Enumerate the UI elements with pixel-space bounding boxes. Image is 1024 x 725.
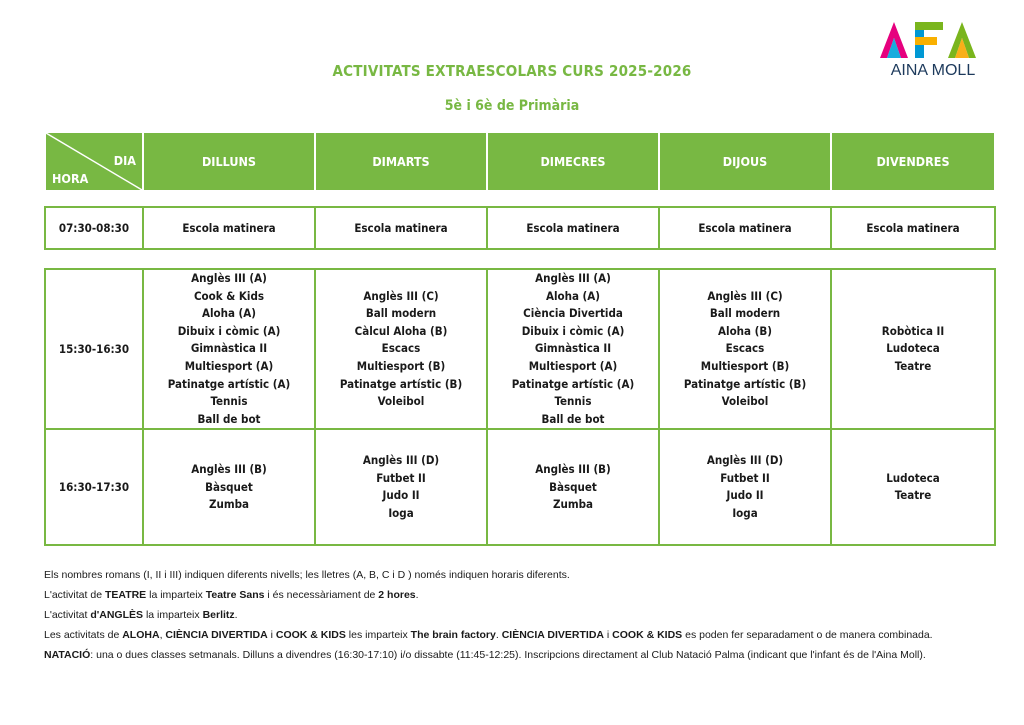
- day-header-monday: DILLUNS: [143, 132, 315, 191]
- activity-cell: Escola matinera: [831, 207, 995, 249]
- table-row: [45, 207, 995, 249]
- activity-line: Ioga: [732, 505, 758, 520]
- page-title: ACTIVITATS EXTRAESCOLARS CURS 2025-2026: [332, 62, 692, 80]
- activity-line: Ball de bot: [541, 411, 605, 426]
- activity-line: Anglès III (C): [707, 288, 783, 303]
- day-header-tuesday: DIMARTS: [315, 132, 487, 191]
- activity-cell: [487, 429, 659, 545]
- table-row: [45, 269, 995, 429]
- activity-line: Judo II: [382, 488, 420, 503]
- activity-cell: Escola matinera: [143, 207, 315, 249]
- morning-table: [44, 206, 996, 250]
- afternoon-table: [44, 268, 996, 546]
- activity-cell: [143, 429, 315, 545]
- activity-line: Voleibol: [721, 394, 769, 409]
- activity-line: Bàsquet: [205, 479, 253, 494]
- note-english: L'activitat d'ANGLÈS la imparteix Berlitz.: [44, 609, 238, 621]
- corner-hour-label: HORA: [52, 171, 89, 186]
- activity-line: Multiesport (B): [700, 358, 790, 373]
- logo-text: AINA MOLL: [890, 62, 976, 79]
- activity-line: Anglès III (A): [535, 271, 611, 285]
- corner-day-label: DIA: [113, 153, 136, 168]
- page-subtitle: 5è i 6è de Primària: [444, 98, 580, 114]
- activity-line: Tennis: [210, 394, 248, 409]
- activity-cell: [487, 269, 659, 429]
- notes-section: [44, 565, 933, 665]
- activity-line: Anglès III (B): [191, 461, 267, 476]
- note-theatre: L'activitat de TEATRE la imparteix Teatre Sans i és necessàriament de 2 hores.: [44, 589, 419, 601]
- activity-line: Ioga: [388, 505, 414, 520]
- activity-cell: Escola matinera: [659, 207, 831, 249]
- activity-cell: [831, 269, 995, 429]
- activity-line: Ball de bot: [197, 411, 261, 426]
- activity-line: Zumba: [552, 497, 594, 512]
- time-cell: 15:30-16:30: [45, 269, 143, 429]
- activity-line: Aloha (B): [718, 323, 772, 338]
- note-swimming: NATACIÓ: una o dues classes setmanals. Dilluns a divendres (16:30-17:10) i/o dissabte (11:45-12:25). Inscripcions directament al Club Natació Palma (indicant que l'infant és de l'Aina Moll).: [44, 649, 926, 661]
- activity-line: Escacs: [381, 341, 421, 356]
- activity-line: Gimnàstica II: [534, 341, 612, 356]
- time-cell: 16:30-17:30: [45, 429, 143, 545]
- day-header-friday: DIVENDRES: [831, 132, 995, 191]
- activity-line: Anglès III (B): [535, 461, 611, 476]
- activity-line: Multiesport (A): [184, 358, 274, 373]
- activity-cell: [831, 429, 995, 545]
- activity-line: Ludoteca: [886, 470, 940, 485]
- activity-line: Ball modern: [365, 306, 437, 321]
- activity-line: Aloha (A): [545, 288, 601, 303]
- activity-line: Cook & Kids: [193, 288, 265, 303]
- activity-line: Anglès III (D): [362, 453, 440, 468]
- activity-line: Zumba: [208, 497, 250, 512]
- activity-line: Dibuix i còmic (A): [521, 323, 625, 338]
- day-header-wednesday: DIMECRES: [487, 132, 659, 191]
- activity-line: Teatre: [894, 358, 932, 373]
- activity-cell: [659, 269, 831, 429]
- activity-line: Futbet II: [720, 470, 770, 485]
- activity-line: Gimnàstica II: [190, 341, 268, 356]
- logo-letters: AFA: [878, 20, 880, 21]
- activity-line: Dibuix i còmic (A): [177, 323, 281, 338]
- activity-line: Patinatge artístic (A): [511, 376, 635, 391]
- time-cell: 07:30-08:30: [45, 207, 143, 249]
- activity-line: Voleibol: [377, 394, 425, 409]
- activity-cell: [143, 269, 315, 429]
- activity-line: Futbet II: [376, 470, 426, 485]
- day-header-table: [44, 131, 996, 192]
- activity-line: Bàsquet: [549, 479, 597, 494]
- activity-line: Multiesport (A): [528, 358, 618, 373]
- activity-line: Robòtica II: [881, 323, 945, 338]
- activity-line: Multiesport (B): [356, 358, 446, 373]
- activity-cell: [659, 429, 831, 545]
- activity-cell: Escola matinera: [315, 207, 487, 249]
- activity-line: Càlcul Aloha (B): [354, 323, 448, 338]
- activity-line: Anglès III (D): [706, 453, 784, 468]
- corner-cell: [45, 132, 143, 191]
- activity-line: Anglès III (A): [191, 271, 267, 285]
- day-header-thursday: DIJOUS: [659, 132, 831, 191]
- activity-line: Anglès III (C): [363, 288, 439, 303]
- activity-cell: [315, 429, 487, 545]
- activity-line: Teatre: [894, 488, 932, 503]
- activity-line: Judo II: [726, 488, 764, 503]
- activity-line: Ball modern: [709, 306, 781, 321]
- table-row: [45, 429, 995, 545]
- activity-line: Ludoteca: [886, 341, 940, 356]
- activity-line: Patinatge artístic (A): [167, 376, 291, 391]
- activity-line: Tennis: [554, 394, 592, 409]
- activity-cell: Escola matinera: [487, 207, 659, 249]
- activity-line: Ciència Divertida: [523, 306, 623, 321]
- activity-line: Patinatge artístic (B): [683, 376, 807, 391]
- activity-line: Escacs: [725, 341, 765, 356]
- activity-cell: [315, 269, 487, 429]
- activity-line: Patinatge artístic (B): [339, 376, 463, 391]
- activity-line: Aloha (A): [201, 306, 257, 321]
- note-brain-factory: Les activitats de ALOHA, CIÈNCIA DIVERTIDA i COOK & KIDS les imparteix The brain factory. CIÈNCIA DIVERTIDA i COOK & KIDS es poden fer separadament o de manera combinada.: [44, 629, 933, 641]
- note-levels: Els nombres romans (I, II i III) indiquen diferents nivells; les lletres (A, B, C i D ) només indiquen horaris diferents.: [44, 569, 570, 581]
